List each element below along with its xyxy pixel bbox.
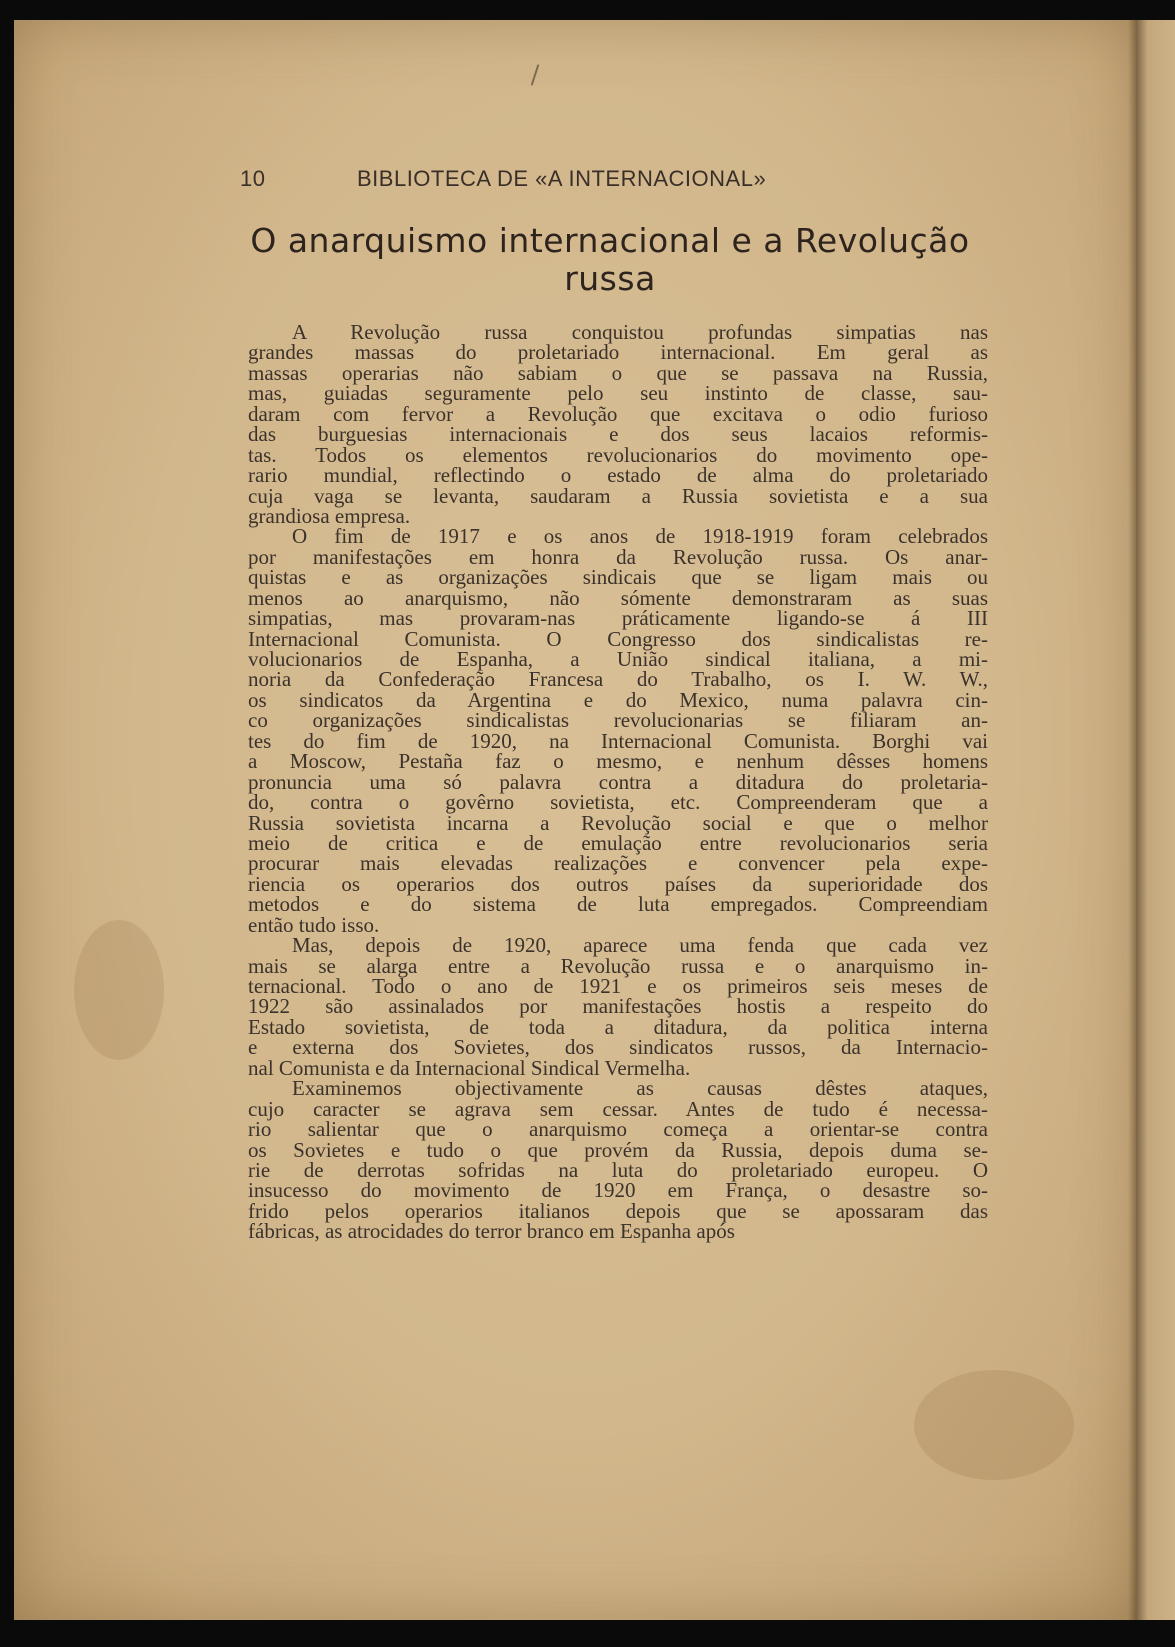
text-line: grandes massas do proletariado internacional. Em geral as: [248, 340, 988, 365]
text-line: cujo caracter se agrava sem cessar. Antes de tudo é necessa-: [248, 1096, 988, 1121]
text-line: co organizações sindicalistas revolucionarias se filiaram an-: [248, 708, 988, 733]
text-line: cuja vaga se levanta, saudaram a Russia sovietista e a sua: [248, 483, 988, 508]
paragraph: [248, 322, 988, 526]
text-line: fábricas, as atrocidades do terror branco em Espanha após: [248, 1219, 735, 1244]
text-line: os Sovietes e tudo o que provém da Russia, depois duma se-: [248, 1137, 988, 1162]
text-line: A Revolução russa conquistou profundas simpatias nas: [292, 320, 988, 344]
text-line: pronuncia uma só palavra contra a ditadura do proletaria-: [248, 769, 988, 794]
text-line: 1922 são assinalados por manifestações hostis a respeito do: [248, 994, 988, 1019]
adjacent-page-edge: [1136, 20, 1175, 1620]
text-line: menos ao anarquismo, não sómente demonstraram as suas: [248, 585, 988, 610]
text-line: volucionarios de Espanha, a União sindical italiana, a mi-: [248, 647, 988, 671]
text-line: mas, guiadas seguramente pelo seu instinto de classe, sau-: [248, 381, 988, 406]
text-line: riencia os operarios dos outros países da superioridade dos: [248, 871, 988, 896]
text-line: frido pelos operarios italianos depois que se apossaram das: [248, 1198, 988, 1223]
body-text: [248, 322, 988, 1242]
page-number: 10: [240, 166, 266, 191]
text-line: Estado sovietista, de toda a ditadura, da politica interna: [248, 1014, 988, 1039]
text-line: daram com fervor a Revolução que excitava o odio furioso: [248, 401, 988, 426]
text-line: rario mundial, reflectindo o estado de alma do proletariado: [248, 463, 988, 488]
paragraph: [248, 1078, 988, 1242]
text-line: ternacional. Todo o ano de 1921 e os primeiros seis meses de: [248, 974, 988, 998]
text-line: Mas, depois de 1920, aparece uma fenda que cada vez: [292, 933, 988, 958]
text-line: nal Comunista e da Internacional Sindical Vermelha.: [248, 1055, 691, 1080]
chapter-title-line: O anarquismo internacional e a Revolução: [250, 221, 970, 260]
paper-stain: [914, 1370, 1074, 1480]
text-line: insucesso do movimento de 1920 em França, o desastre so-: [248, 1178, 988, 1203]
paragraph: [248, 526, 988, 935]
text-line: massas operarias não sabiam o que se passava na Russia,: [248, 360, 988, 385]
text-line: Russia sovietista incarna a Revolução social e que o melhor: [248, 810, 988, 835]
text-line: e externa dos Sovietes, dos sindicatos russos, da Internacio-: [248, 1035, 988, 1060]
text-line: grandiosa empresa.: [248, 503, 411, 528]
text-line: rio salientar que o anarquismo começa a orientar-se contra: [248, 1117, 988, 1142]
text-line: rie de derrotas sofridas na luta do proletariado europeu. O: [248, 1157, 988, 1182]
chapter-title: [240, 222, 980, 298]
paragraph: [248, 935, 988, 1078]
text-line: Examinemos objectivamente as causas dêstes ataques,: [292, 1076, 988, 1101]
text-line: então tudo isso.: [248, 912, 380, 937]
text-line: tes do fim de 1920, na Internacional Comunista. Borghi vai: [248, 728, 988, 753]
text-line: os sindicatos da Argentina e do Mexico, numa palavra cin-: [248, 687, 988, 712]
text-line: noria da Confederação Francesa do Trabalho, os I. W. W.,: [248, 667, 988, 692]
pencil-mark: [531, 64, 540, 86]
text-line: a Moscow, Pestaña faz o mesmo, e nenhum dêsses homens: [248, 749, 988, 774]
text-line: das burguesias internacionais e dos seus lacaios reformis-: [248, 422, 988, 447]
text-line: metodos e do sistema de luta empregados. Compreendiam: [248, 892, 988, 917]
text-line: meio de critica e de emulação entre revolucionarios seria: [248, 830, 988, 855]
text-line: por manifestações em honra da Revolução russa. Os anar-: [248, 544, 988, 569]
text-line: Internacional Comunista. O Congresso dos sindicalistas re-: [248, 626, 988, 651]
text-line: simpatias, mas provaram-nas práticamente ligando-se á III: [248, 606, 988, 631]
text-line: do, contra o govêrno sovietista, etc. Compreenderam que a: [248, 790, 988, 815]
text-line: O fim de 1917 e os anos de 1918-1919 foram celebrados: [292, 524, 988, 549]
text-line: procurar mais elevadas realizações e convencer pela expe-: [248, 851, 988, 876]
series-title: BIBLIOTECA DE «A INTERNACIONAL»: [357, 166, 767, 191]
text-line: quistas e as organizações sindicais que se ligam mais ou: [248, 565, 988, 590]
text-line: tas. Todos os elementos revolucionarios do movimento ope-: [248, 442, 988, 467]
chapter-title-line: russa: [564, 259, 656, 298]
running-header: [240, 166, 980, 196]
text-line: mais se alarga entre a Revolução russa e o anarquismo in-: [248, 953, 988, 978]
paper-stain: [74, 920, 164, 1060]
